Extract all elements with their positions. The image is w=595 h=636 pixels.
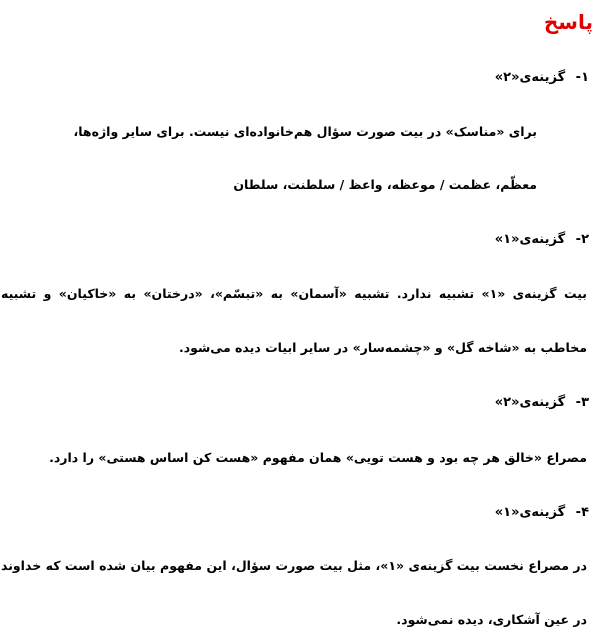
question-2-answer: گزینه‌ی«۱» bbox=[494, 232, 566, 247]
question-1-heading bbox=[495, 70, 589, 85]
question-3-line-1: مصراع «خالق هر چه بود و هست تویی» همان مفهوم «هست کن اساس هستی» را دارد. bbox=[49, 450, 587, 465]
question-2-line-1: بیت گزینه‌ی «۱» تشبیه ندارد. تشبیه «آسمان» به «تبسّم»، «درختان» به «خاکیان» و تشبیه bbox=[1, 286, 588, 301]
question-4-heading bbox=[495, 505, 589, 520]
question-2-number: ۲- bbox=[575, 232, 589, 247]
question-1-answer: گزینه‌ی«۲» bbox=[494, 70, 566, 85]
question-4-line-2: در عین آشکاری، دیده نمی‌شود. bbox=[396, 612, 587, 627]
question-1-number: ۱- bbox=[575, 70, 589, 85]
question-4-line-1: در مصراع نخست بیت گزینه‌ی «۱»، مثل بیت صورت سؤال، این مفهوم بیان شده است که خداوند bbox=[1, 558, 587, 573]
question-2-line-2: مخاطب به «شاخه گل» و «چشمه‌سار» در سایر ابیات دیده می‌شود. bbox=[179, 340, 587, 355]
question-1-line-1: برای «مناسک» در بیت صورت سؤال هم‌خانواده‌ای نیست. برای سایر واژه‌ها، bbox=[73, 124, 537, 139]
question-3-answer: گزینه‌ی«۲» bbox=[494, 395, 566, 410]
question-4-number: ۴- bbox=[575, 505, 589, 520]
question-3-number: ۳- bbox=[575, 395, 589, 410]
page-title: پاسخ bbox=[543, 10, 593, 34]
question-4-answer: گزینه‌ی«۱» bbox=[494, 505, 566, 520]
question-1-line-2: معظّم، عظمت / موعظه، واعظ / سلطنت، سلطان bbox=[233, 177, 537, 192]
question-3-heading bbox=[495, 395, 589, 410]
question-2-heading bbox=[495, 232, 589, 247]
